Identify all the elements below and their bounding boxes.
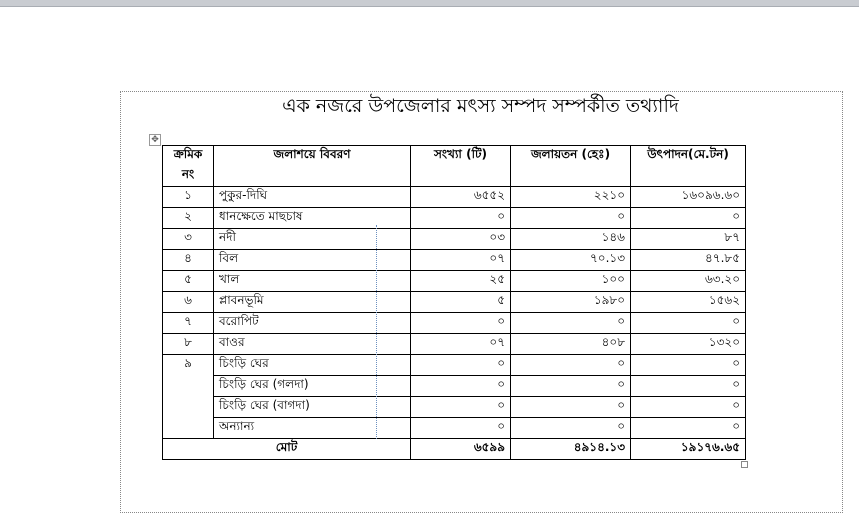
cell-production: ৮৭ [631, 229, 746, 250]
header-serial: ক্রমিক নং [163, 146, 214, 187]
total-row [163, 439, 746, 460]
total-area: ৪৯১৪.১৩ [511, 439, 631, 460]
cell-description: বাওর [214, 334, 411, 355]
table-row [163, 292, 746, 313]
cell-area: ১০০ [511, 271, 631, 292]
cell-area: ৭০.১৩ [511, 250, 631, 271]
cell-production: ১৫৬২ [631, 292, 746, 313]
cell-area: ০ [511, 208, 631, 229]
cell-serial: ৯ [163, 355, 214, 439]
cell-count: ০ [411, 418, 511, 439]
cell-count: ৫ [411, 292, 511, 313]
cell-serial: ৫ [163, 271, 214, 292]
header-production: উৎপাদন(মে.টন) [631, 146, 746, 187]
window-top-bar [0, 0, 859, 7]
cell-description: নদী [214, 229, 411, 250]
cell-area: ২২১০ [511, 187, 631, 208]
cell-area: ১৪৬ [511, 229, 631, 250]
cell-count: ০ [411, 376, 511, 397]
cell-description: চিংড়ি ঘের (বাগদা) [214, 397, 411, 418]
cell-production: ৪৭.৮৫ [631, 250, 746, 271]
header-description: জলাশয়ে বিবরণ [214, 146, 411, 187]
table-row [163, 313, 746, 334]
cell-count: ০৩ [411, 229, 511, 250]
cell-gridline [376, 225, 377, 439]
cell-production: ৬৩.২০ [631, 271, 746, 292]
cell-description: খাল [214, 271, 411, 292]
cell-description: অন্যান্য [214, 418, 411, 439]
table-header-row [163, 146, 746, 187]
header-area: জলায়তন (হেঃ) [511, 146, 631, 187]
cell-serial: ২ [163, 208, 214, 229]
cell-description: পুকুর-দিঘি [214, 187, 411, 208]
total-production: ১৯১৭৬.৬৫ [631, 439, 746, 460]
total-label: মোট [163, 439, 411, 460]
table-row [163, 418, 746, 439]
cell-production: ০ [631, 376, 746, 397]
table-row [163, 250, 746, 271]
cell-count: ০ [411, 208, 511, 229]
cell-serial: ১ [163, 187, 214, 208]
table-row [163, 376, 746, 397]
cell-description: চিংড়ি ঘের (গলদা) [214, 376, 411, 397]
cell-area: ০ [511, 313, 631, 334]
cell-count: ০ [411, 397, 511, 418]
table-row [163, 271, 746, 292]
fisheries-table [162, 145, 746, 460]
cell-count: ০৭ [411, 250, 511, 271]
cell-count: ০ [411, 313, 511, 334]
cell-production: ১৩২০ [631, 334, 746, 355]
cell-description: বরোপিট [214, 313, 411, 334]
table-row [163, 334, 746, 355]
cell-production: ০ [631, 313, 746, 334]
cell-count: ০৭ [411, 334, 511, 355]
cell-count: ২৫ [411, 271, 511, 292]
cell-production: ০ [631, 208, 746, 229]
table-row [163, 208, 746, 229]
cell-serial: ৩ [163, 229, 214, 250]
cell-description: প্লাবনভূমি [214, 292, 411, 313]
cell-production: ০ [631, 397, 746, 418]
cell-count: ০ [411, 355, 511, 376]
table-row [163, 187, 746, 208]
cell-area: ০ [511, 376, 631, 397]
cell-description: চিংড়ি ঘের [214, 355, 411, 376]
cell-serial: ৬ [163, 292, 214, 313]
table-resize-handle[interactable] [741, 461, 748, 468]
cell-production: ১৬০৯৬.৬০ [631, 187, 746, 208]
cell-description: ধানক্ষেতে মাছচাষ [214, 208, 411, 229]
table-row [163, 229, 746, 250]
document-title: এক নজরে উপজেলার মৎস্য সম্পদ সম্পর্কীত তথ্যাদি [282, 95, 679, 117]
table-move-handle-icon[interactable]: ✥ [149, 134, 161, 146]
cell-area: ৪০৮ [511, 334, 631, 355]
table-row [163, 397, 746, 418]
header-count: সংখ্যা (টি) [411, 146, 511, 187]
cell-production: ০ [631, 418, 746, 439]
cell-serial: ৭ [163, 313, 214, 334]
total-count: ৬৫৯৯ [411, 439, 511, 460]
cell-serial: ৮ [163, 334, 214, 355]
cell-area: ০ [511, 355, 631, 376]
cell-area: ১৯৮০ [511, 292, 631, 313]
cell-area: ০ [511, 397, 631, 418]
cell-description: বিল [214, 250, 411, 271]
cell-count: ৬৫৫২ [411, 187, 511, 208]
cell-production: ০ [631, 355, 746, 376]
cell-area: ০ [511, 418, 631, 439]
cell-serial: ৪ [163, 250, 214, 271]
table-row [163, 355, 746, 376]
